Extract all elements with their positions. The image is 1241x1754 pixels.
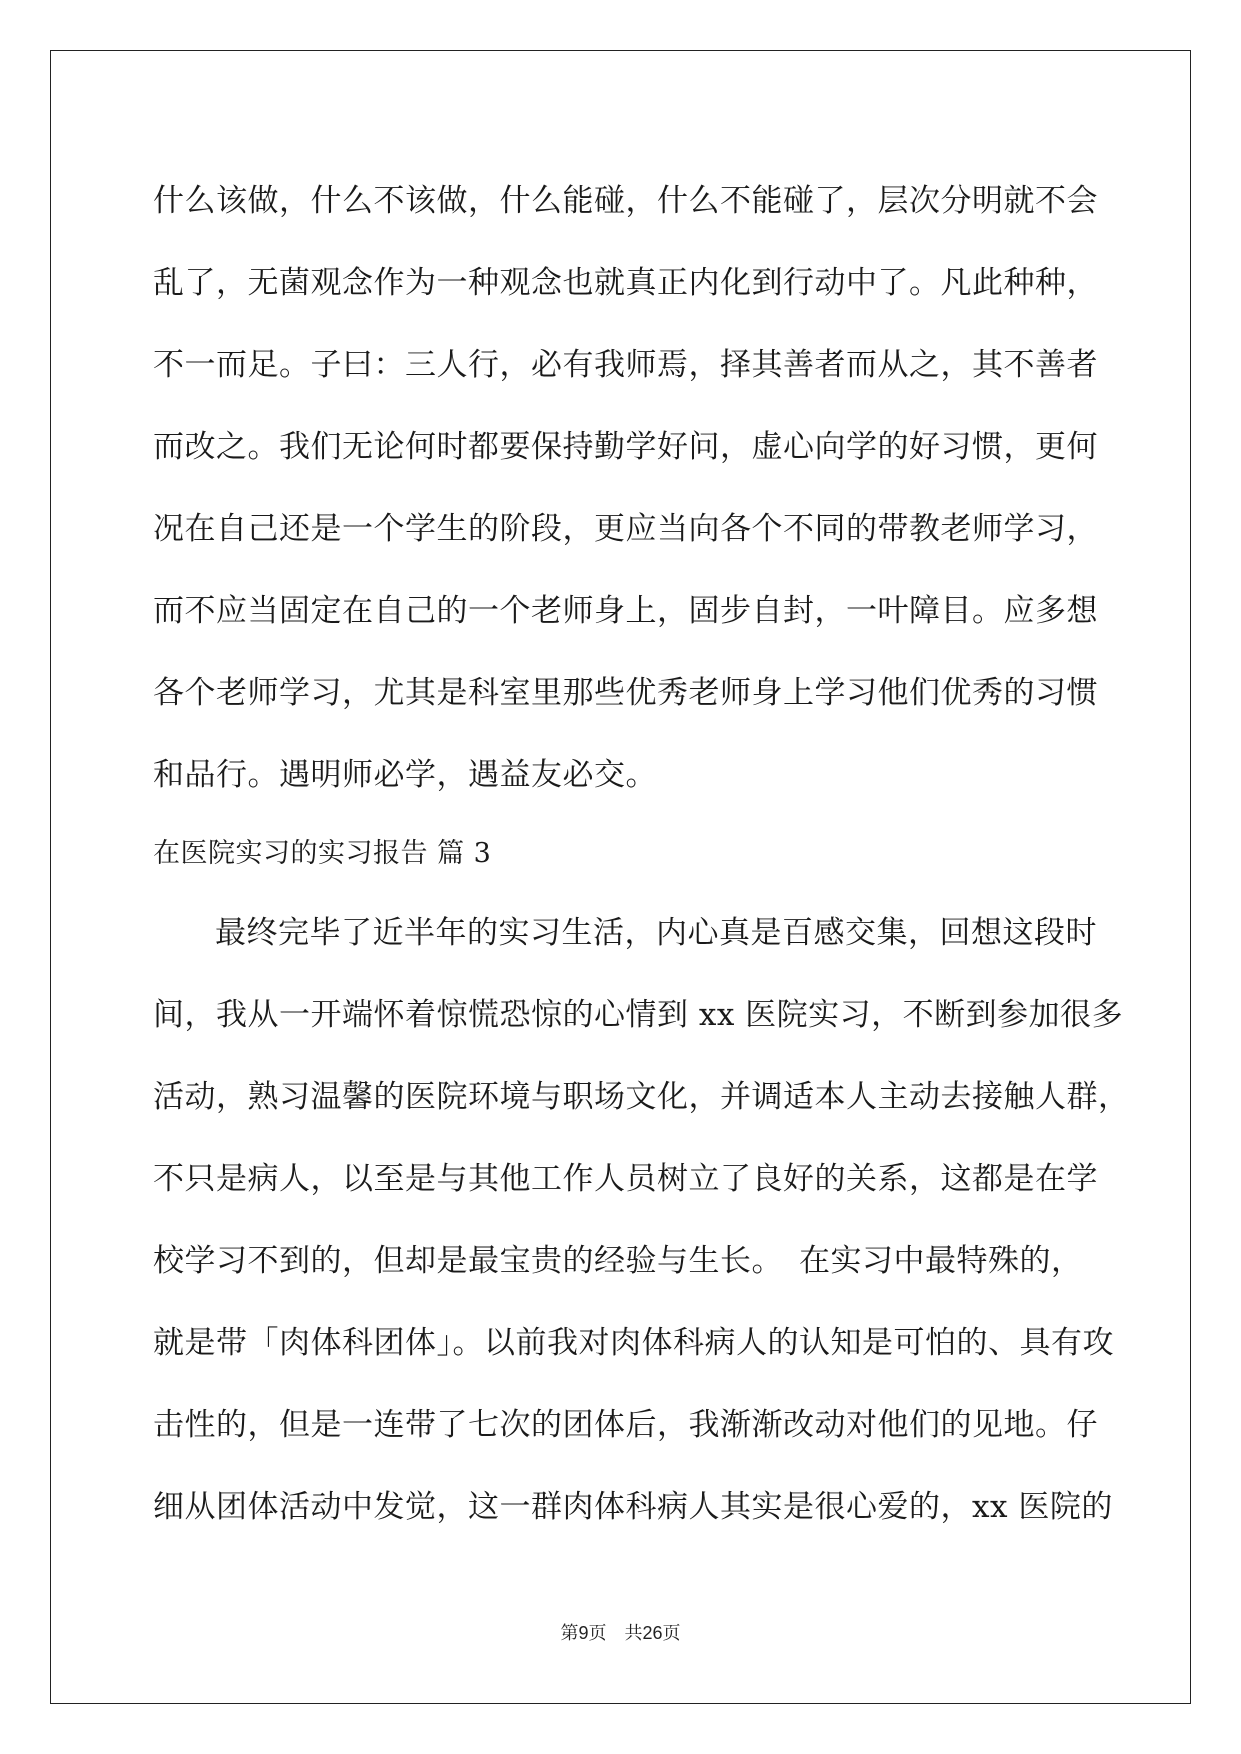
paragraph-line: 不只是病人，以至是与其他工作人员树立了良好的关系，这都是在学: [153, 1161, 1098, 1197]
total-prefix: 共: [624, 1623, 643, 1644]
paragraph-line: 而改之。我们无论何时都要保持勤学好问，虚心向学的好习惯，更何: [153, 429, 1098, 465]
paragraph-line: 乱了，无菌观念作为一种观念也就真正内化到行动中了。凡此种种，: [153, 265, 1098, 301]
paragraph-line: 各个老师学习，尤其是科室里那些优秀老师身上学习他们优秀的习惯: [153, 675, 1098, 711]
section-heading: 在医院实习的实习报告 篇 3: [153, 838, 492, 869]
paragraph-line: 就是带「肉体科团体」。以前我对肉体科病人的认知是可怕的、具有攻: [153, 1325, 1114, 1361]
paragraph-line: 不一而足。子曰：三人行，必有我师焉，择其善者而从之，其不善者: [153, 347, 1098, 383]
paragraph-line: 最终完毕了近半年的实习生活，内心真是百感交集，回想这段时: [215, 915, 1097, 951]
paragraph-line: 校学习不到的，但却是最宝贵的经验与生长。 在实习中最特殊的，: [153, 1243, 1083, 1279]
page-number: 9: [578, 1623, 589, 1643]
page-footer: [0, 1622, 1241, 1645]
total-pages: 26: [642, 1623, 663, 1643]
page-suffix: 页: [588, 1623, 607, 1644]
paragraph-line: 而不应当固定在自己的一个老师身上，固步自封，一叶障目。应多想: [153, 593, 1098, 629]
paragraph-line: 况在自己还是一个学生的阶段，更应当向各个不同的带教老师学习，: [153, 511, 1098, 547]
paragraph-line: 细从团体活动中发觉，这一群肉体科病人其实是很心爱的，xx 医院的: [153, 1489, 1113, 1525]
paragraph-line: 击性的，但是一连带了七次的团体后，我渐渐改动对他们的见地。仔: [153, 1407, 1098, 1443]
paragraph-line: 什么该做，什么不该做，什么能碰，什么不能碰了，层次分明就不会: [153, 183, 1098, 219]
page-prefix: 第: [560, 1623, 579, 1644]
document-body: [153, 160, 1130, 1548]
paragraph-line: 活动，熟习温馨的医院环境与职场文化，并调适本人主动去接触人群，: [153, 1079, 1130, 1115]
total-suffix: 页: [662, 1623, 681, 1644]
paragraph-line: 和品行。遇明师必学，遇益友必交。: [153, 757, 657, 793]
paragraph-line: 间，我从一开端怀着惊慌恐惊的心情到 xx 医院实习，不断到参加很多: [153, 997, 1124, 1033]
